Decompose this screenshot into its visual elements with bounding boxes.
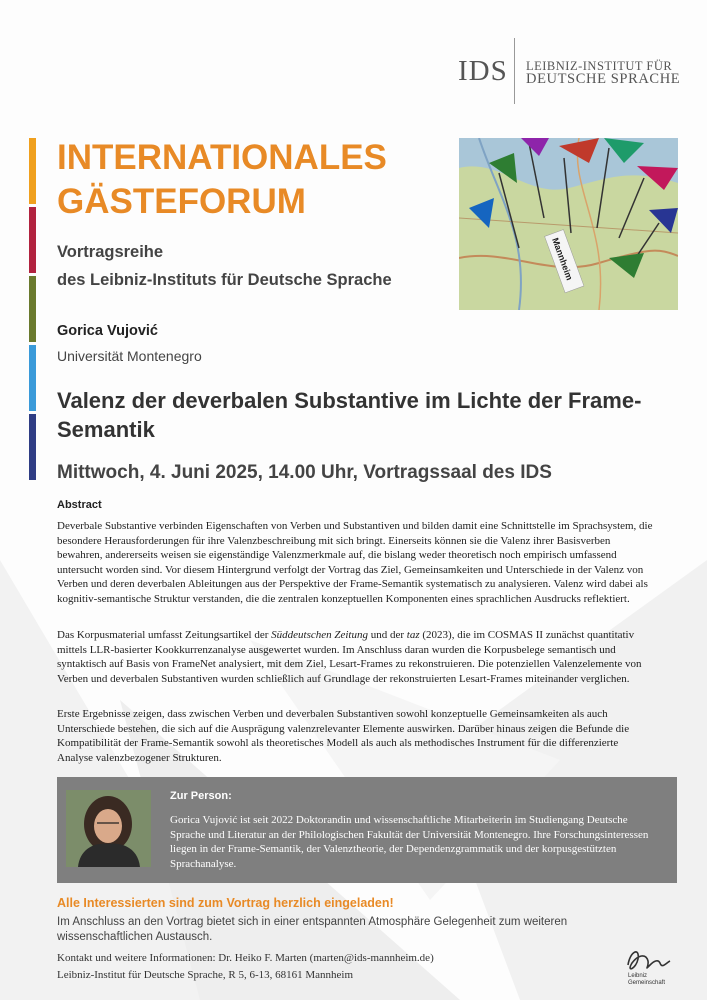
talk-title: Valenz der deverbalen Substantive im Lichte der Frame-Semantik <box>57 388 642 442</box>
speaker-name: Gorica Vujović <box>57 323 158 339</box>
title-line-2: GÄSTEFORUM <box>57 182 306 221</box>
leibniz-text-2: Gemeinschaft <box>628 980 666 986</box>
p2-newspaper-2: taz <box>406 629 420 641</box>
p2-text-c: und der <box>368 629 407 641</box>
invitation: Alle Interessierten sind zum Vortrag herzlich eingeladen! <box>57 896 394 910</box>
person-bio: Gorica Vujović ist seit 2022 Doktorandin und wissenschaftliche Mitarbeiterin im Studiengang Deutsche Sprache und Literatur an der Philologischen Fakultät der Universität Montenegro. Ihre Forschungsinteressen liegen in der Frame-Semantik, der Valenztheorie, der Dependenzgrammatik und der korpusgestützten Sprachanalyse. <box>170 814 649 870</box>
leibniz-logo <box>618 943 680 987</box>
series-line-2: des Leibniz-Instituts für Deutsche Sprache <box>57 271 392 289</box>
logo-line-1: LEIBNIZ-INSTITUT FÜR <box>526 59 673 73</box>
contact-info: Kontakt und weitere Informationen: Dr. Heiko F. Marten (marten@ids-mannheim.de) <box>57 952 434 964</box>
title-line-1: INTERNATIONALES <box>57 138 387 177</box>
color-bar-red <box>29 207 36 273</box>
mannheim-flag-label: Mannheim <box>550 236 575 282</box>
logo-line-2: DEUTSCHE SPRACHE <box>526 71 681 87</box>
abstract-paragraph-3: Erste Ergebnisse zeigen, dass zwischen Verben und deverbalen Substantiven sowohl konzeptuelle Gemeinsamkeiten als auch Unterschiede bestehen, die sich auf die Ausprägung valenzrelevanter Elemente auswirken. Darüber hinaus zeigen die Befunde die Kompatibilität der Frame-Semantik sowohl als theoretisches Modell als auch als methodisches Instrument für die differenzierte Analyse valenzbezogener Strukturen. <box>57 708 630 764</box>
map-pins-image <box>459 138 678 310</box>
p2-newspaper-1: Süddeutschen Zeitung <box>271 629 368 641</box>
color-bar-navy <box>29 414 36 480</box>
logo-divider <box>514 38 515 104</box>
forum-title <box>57 136 437 224</box>
person-heading: Zur Person: <box>170 790 232 802</box>
abstract-heading: Abstract <box>57 499 102 511</box>
speaker-photo <box>66 790 151 867</box>
p2-text-a: Das Korpusmaterial umfasst Zeitungsartikel der <box>57 629 272 641</box>
series-subtitle <box>57 238 457 294</box>
speaker-affiliation: Universität Montenegro <box>57 348 202 364</box>
institute-address: Leibniz-Institut für Deutsche Sprache, R 5, 6-13, 68161 Mannheim <box>57 969 354 981</box>
abstract-paragraph-1: Deverbale Substantive verbinden Eigenschaften von Verben und Substantiven und bilden damit eine Schnittstelle im Sprachsystem, die besondere Herausforderungen für ihre Valenzbeschreibung mit sich bringt. Einerseits können sie die Valenz ihrer Basisverben bewahren, andererseits weisen sie eigenständige Valenzmerkmale auf, die bislang weder theoretisch noch empirisch umfassend untersucht worden sind. Vor diesem Hintergrund verfolgt der Vortrag das Ziel, Gemeinsamkeiten und Unterschiede in der Valenz von Verben und deren deverbalen Ableitungen aus der Perspektive der Frame-Semantik systematisch zu analysieren. Valenz wird dabei als kognitiv-semantische Struktur verstanden, die die zentralen konzeptuellen Komponenten eines sprachlichen Ausdrucks reflektiert. <box>57 520 653 605</box>
talk-date: Mittwoch, 4. Juni 2025, 14.00 Uhr, Vortragssaal des IDS <box>57 462 552 483</box>
color-bar-blue <box>29 345 36 411</box>
series-line-1: Vortragsreihe <box>57 243 164 261</box>
after-talk-note: Im Anschluss an den Vortrag bietet sich in einer entspannten Atmosphäre Gelegenheit zum weiteren wissenschaftlichen Austausch. <box>57 916 568 943</box>
color-bar-green <box>29 276 36 342</box>
p2-text-e: (2023), die im COSMAS II zunächst quantitativ mittels LLR-basierter Kookkurrenzanalyse ausgewertet wurden. Im Anschluss daran wurden die Korpusbelege semantisch und syntaktisch auf Basis von FrameNet analysiert, mit dem Ziel, Lesart-Frames zu rekonstruieren. Die potenziellen Valenzelemente von Verben und deverbalen Substantiven wurden schließlich auf Grundlage der rekonstruierten Lesart-Frames miteinander verglichen. <box>57 629 642 685</box>
abstract-paragraph-2 <box>57 628 654 686</box>
ids-logo: IDS <box>458 55 508 87</box>
leibniz-text-1: Leibniz <box>628 973 648 979</box>
color-bar-orange <box>29 138 36 204</box>
